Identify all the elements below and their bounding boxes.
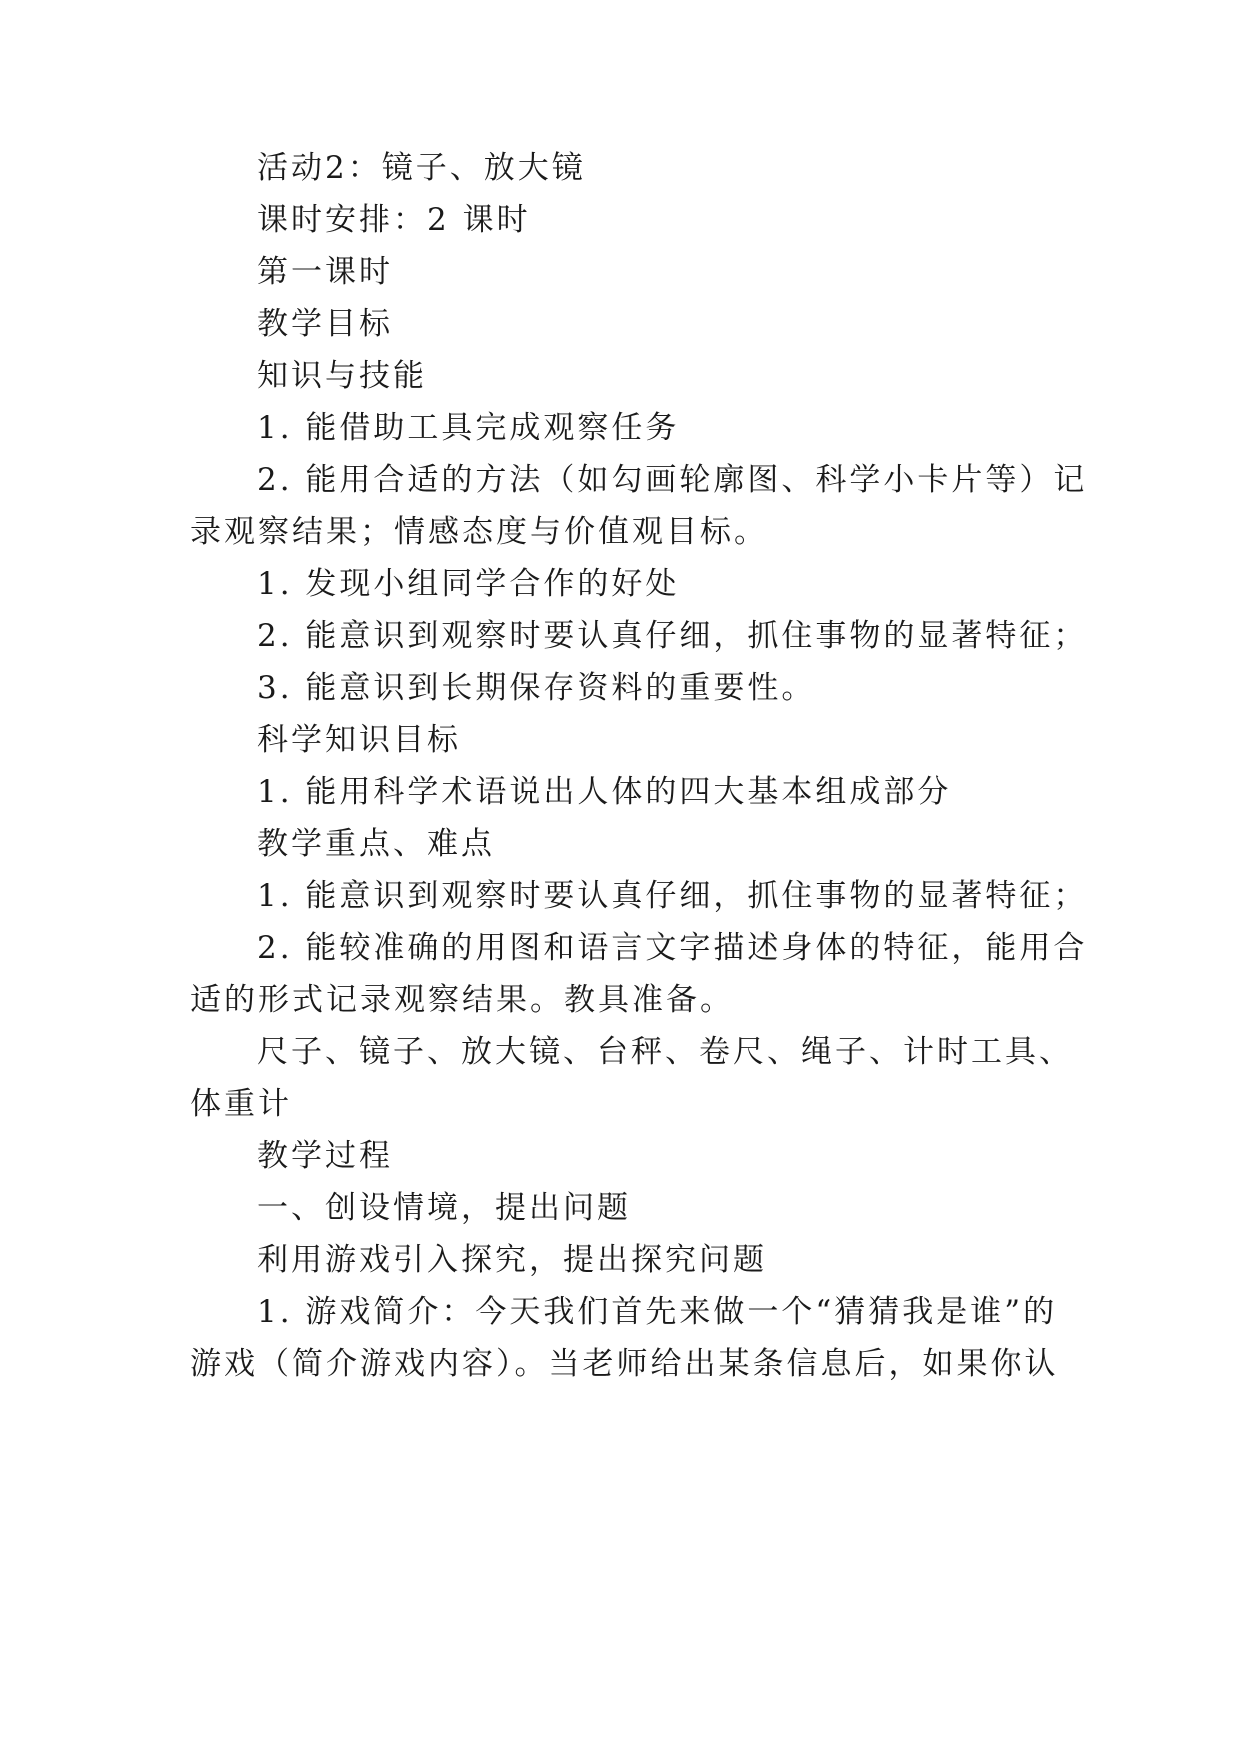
text-line-19: 体重计 <box>190 1086 292 1122</box>
text-line-24: 游戏（简介游戏内容）。当老师给出某条信息后，如果你认 <box>190 1346 1059 1382</box>
text-line-7: 2. 能用合适的方法（如勾画轮廓图、科学小卡片等）记 <box>257 462 1088 498</box>
text-line-6: 1. 能借助工具完成观察任务 <box>257 410 680 446</box>
text-line-20: 教学过程 <box>257 1138 393 1174</box>
text-line-5: 知识与技能 <box>257 358 427 394</box>
text-line-4: 教学目标 <box>257 306 393 342</box>
text-line-3: 第一课时 <box>257 254 393 290</box>
text-line-13: 1. 能用科学术语说出人体的四大基本组成部分 <box>257 774 952 810</box>
text-line-11: 3. 能意识到长期保存资料的重要性。 <box>257 670 816 706</box>
text-line-21: 一、创设情境，提出问题 <box>257 1190 631 1226</box>
text-line-17: 适的形式记录观察结果。教具准备。 <box>190 982 734 1018</box>
text-line-15: 1. 能意识到观察时要认真仔细，抓住事物的显著特征； <box>257 878 1088 914</box>
text-line-16: 2. 能较准确的用图和语言文字描述身体的特征，能用合 <box>257 930 1088 966</box>
text-line-12: 科学知识目标 <box>257 722 461 758</box>
text-line-23: 1. 游戏简介：今天我们首先来做一个“猜猜我是谁”的 <box>257 1294 1058 1330</box>
text-line-10: 2. 能意识到观察时要认真仔细，抓住事物的显著特征； <box>257 618 1088 654</box>
text-line-14: 教学重点、难点 <box>257 826 495 862</box>
text-line-8: 录观察结果；情感态度与价值观目标。 <box>190 514 768 550</box>
text-line-22: 利用游戏引入探究，提出探究问题 <box>257 1242 767 1278</box>
text-line-1: 活动2：镜子、放大镜 <box>257 150 586 186</box>
text-line-9: 1. 发现小组同学合作的好处 <box>257 566 680 602</box>
text-line-18: 尺子、镜子、放大镜、台秤、卷尺、绳子、计时工具、 <box>257 1034 1073 1070</box>
text-line-2: 课时安排：2 课时 <box>257 202 531 238</box>
